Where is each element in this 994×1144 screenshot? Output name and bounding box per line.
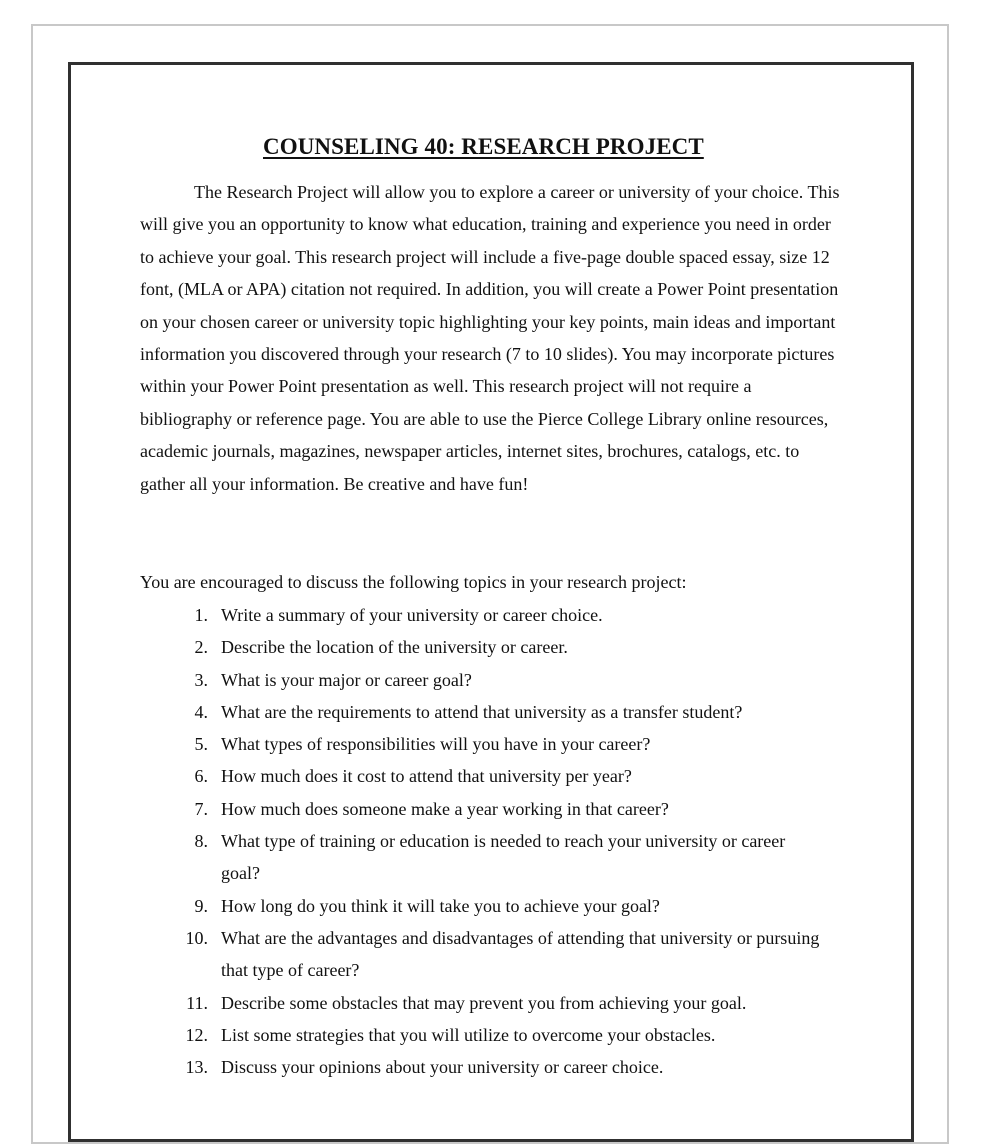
list-item <box>140 760 821 792</box>
list-item-number: 9. <box>194 895 208 916</box>
topic-list <box>140 599 840 1083</box>
list-item-text: What are the advantages and disadvantages of attending that university or pursuing that type of career? <box>221 927 820 981</box>
list-item-text: Describe some obstacles that may prevent you from achieving your goal. <box>221 992 747 1013</box>
project-description-paragraph: The Research Project will allow you to explore a career or university of your choice. This will give you an opportunity to know what education, training and experience you need in order to achieve your goal. This research project will include a five-page double spaced essay, size 12 font, (MLA or APA) citation not required. In addition, you will create a Power Point presentation on your chosen career or university topic highlighting your key points, main ideas and important information you discovered through your research (7 to 10 slides). You may incorporate pictures within your Power Point presentation as well. This research project will not require a bibliography or reference page. You are able to use the Pierce College Library online resources, academic journals, magazines, newspaper articles, internet sites, brochures, catalogs, etc. to gather all your information. Be creative and have fun! <box>140 182 840 494</box>
list-item <box>140 1051 821 1083</box>
list-item-number: 11. <box>186 992 208 1013</box>
list-item-text: What type of training or education is needed to reach your university or career goal? <box>221 831 786 884</box>
list-item <box>140 599 821 631</box>
list-item-number: 4. <box>194 701 208 722</box>
list-item-text: How much does it cost to attend that university per year? <box>221 766 632 787</box>
list-item-number: 1. <box>194 605 208 625</box>
list-item <box>140 793 821 825</box>
list-item <box>140 696 821 728</box>
list-item-number: 8. <box>194 831 208 852</box>
list-item-number: 6. <box>194 766 208 787</box>
list-item <box>140 987 821 1019</box>
list-item <box>140 728 821 760</box>
list-item <box>140 664 821 696</box>
list-item-number: 10. <box>185 927 208 948</box>
list-item-number: 2. <box>194 637 208 658</box>
list-item-text: Discuss your opinions about your university or career choice. <box>221 1057 664 1078</box>
list-item <box>140 890 821 922</box>
list-item <box>140 1019 821 1051</box>
list-item-text: How much does someone make a year working in that career? <box>221 798 669 819</box>
list-item-text: Describe the location of the university or career. <box>221 637 568 658</box>
list-item-text: How long do you think it will take you to achieve your goal? <box>221 895 660 916</box>
list-item-text: List some strategies that you will utilize to overcome your obstacles. <box>221 1024 716 1045</box>
list-item <box>140 922 821 987</box>
list-item-text: What types of responsibilities will you have in your career? <box>221 734 651 755</box>
topics-intro: You are encouraged to discuss the following topics in your research project: <box>140 572 687 592</box>
list-item-text: What is your major or career goal? <box>221 669 472 690</box>
list-item-number: 12. <box>185 1024 208 1045</box>
list-item-text: What are the requirements to attend that university as a transfer student? <box>221 701 743 722</box>
list-item-text: Write a summary of your university or career choice. <box>221 605 603 625</box>
list-item-number: 5. <box>194 734 208 755</box>
list-item <box>140 825 821 890</box>
list-item-number: 3. <box>194 669 208 690</box>
document-title: COUNSELING 40: RESEARCH PROJECT <box>263 134 704 159</box>
list-item-number: 13. <box>185 1057 208 1078</box>
list-item-number: 7. <box>194 798 208 819</box>
list-item <box>140 631 821 663</box>
